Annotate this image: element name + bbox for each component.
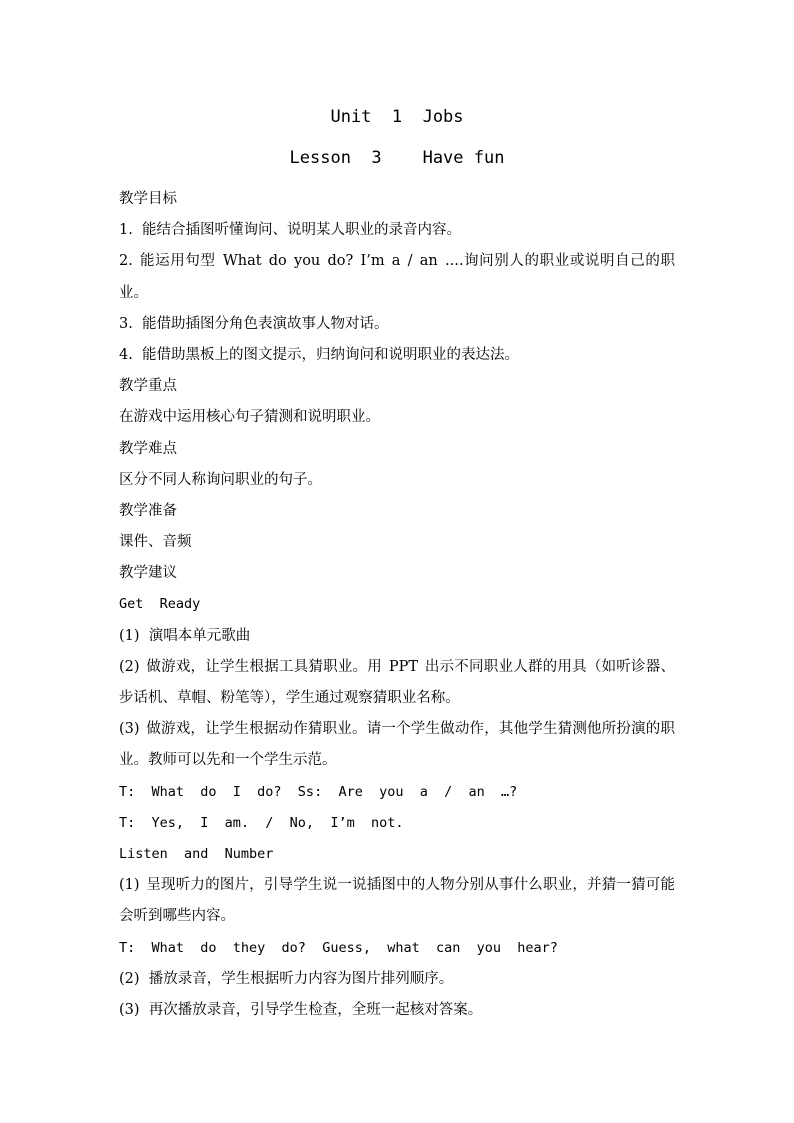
objective-1: 1. 能结合插图听懂询问、说明某人职业的录音内容。: [119, 222, 462, 239]
subsection-get-ready: Get Ready: [119, 596, 201, 613]
get-ready-step-2: (2) 做游戏，让学生根据工具猜职业。用 PPT 出示不同职业人群的用具（如听诊器、步话机、草帽、粉笔等），学生通过观察猜职业名称。: [119, 658, 675, 707]
listen-step-2: (2) 播放录音，学生根据听力内容为图片排列顺序。: [119, 970, 454, 987]
objective-4: 4. 能借助黑板上的图文提示，归纳询问和说明职业的表达法。: [119, 346, 520, 363]
section-heading-preparation: 教学准备: [119, 502, 177, 519]
key-points-text: 在游戏中运用核心句子猜测和说明职业。: [119, 409, 380, 426]
preparation-text: 课件、音频: [119, 534, 192, 551]
dialogue-line-1: T: What do I do? Ss: Are you a / an …?: [119, 783, 518, 800]
section-heading-suggestions: 教学建议: [119, 565, 177, 582]
dialogue-line-3: T: What do they do? Guess, what can you hear?: [119, 939, 558, 956]
document-title: Unit 1 Jobs: [330, 107, 464, 127]
dialogue-line-2: T: Yes, I am. / No, I’m not.: [119, 814, 404, 831]
section-heading-objectives: 教学目标: [119, 191, 177, 207]
get-ready-step-1: (1) 演唱本单元歌曲: [119, 627, 251, 644]
section-heading-key-points: 教学重点: [119, 378, 177, 395]
document-body: [119, 184, 675, 1026]
listen-step-3: (3) 再次播放录音，引导学生检查，全班一起核对答案。: [119, 1002, 483, 1018]
section-heading-difficulties: 教学难点: [119, 440, 177, 457]
get-ready-step-3: (3) 做游戏，让学生根据动作猜职业。请一个学生做动作，其他学生猜测他所扮演的职业。教师可以先和一个学生示范。: [119, 721, 675, 769]
objective-3: 3. 能借助插图分角色表演故事人物对话。: [119, 315, 389, 332]
listen-step-1: (1) 呈现听力的图片，引导学生说一说插图中的人物分别从事什么职业，并猜一猜可能会听到哪些内容。: [119, 877, 675, 925]
objective-2: 2. 能运用句型 What do you do? I’m a / an ....询问别人的职业或说明自己的职业。: [119, 253, 675, 301]
difficulties-text: 区分不同人称询问职业的句子。: [119, 471, 322, 488]
subsection-listen-and-number: Listen and Number: [119, 846, 274, 863]
document-subtitle: Lesson 3 Have fun: [289, 148, 505, 168]
